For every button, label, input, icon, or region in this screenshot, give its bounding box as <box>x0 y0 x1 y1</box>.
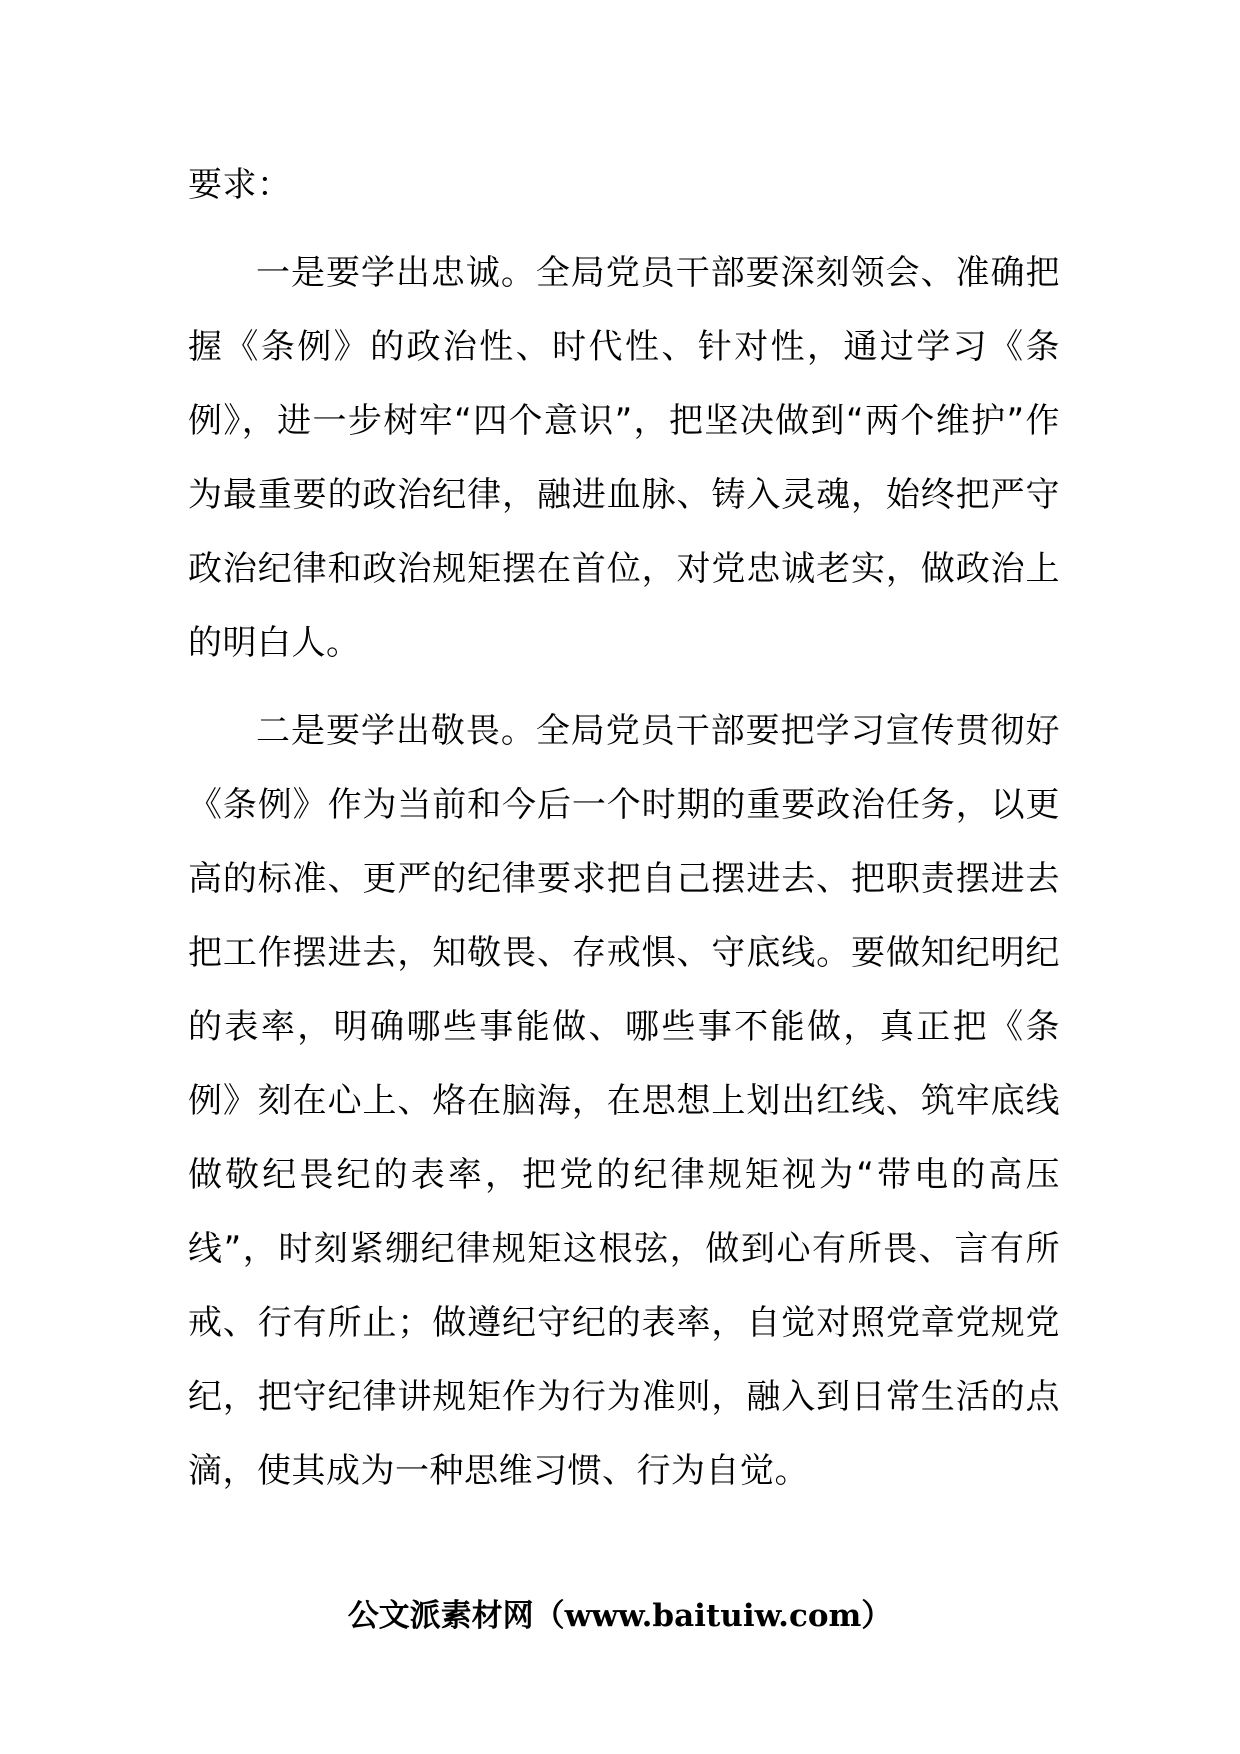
paragraph-intro: 要求： <box>188 165 292 205</box>
paragraph-reverence: 二是要学出敬畏。全局党员干部要把学习宣传贯彻好《条例》作为当前和今后一个时期的重要政治任务，以更高的标准、更严的纪律要求把自己摆进去、把职责摆进去把工作摆进去，知敬畏、存戒惧、守底线。要做知纪明纪的表率，明确哪些事能做、哪些事不能做，真正把《条例》刻在心上、烙在脑海，在思想上划出红线、筑牢底线做敬纪畏纪的表率，把党的纪律规矩视为“带电的高压线”，时刻紧绷纪律规矩这根弦，做到心有所畏、言有所戒、行有所止；做遵纪守纪的表率，自觉对照党章党规党纪，把守纪律讲规矩作为行为准则，融入到日常生活的点滴，使其成为一种思维习惯、行为自觉。 <box>188 711 1060 1491</box>
paragraph-loyalty: 一是要学出忠诚。全局党员干部要深刻领会、准确把握《条例》的政治性、时代性、针对性，通过学习《条例》，进一步树牢“四个意识”，把坚决做到“两个维护”作为最重要的政治纪律，融进血脉、铸入灵魂，始终把严守政治纪律和政治规矩摆在首位，对党忠诚老实，做政治上的明白人。 <box>188 253 1060 663</box>
footer-watermark-text: 公文派素材网（www.baituiw.com） <box>347 1598 893 1634</box>
document-body <box>188 148 1060 1522</box>
